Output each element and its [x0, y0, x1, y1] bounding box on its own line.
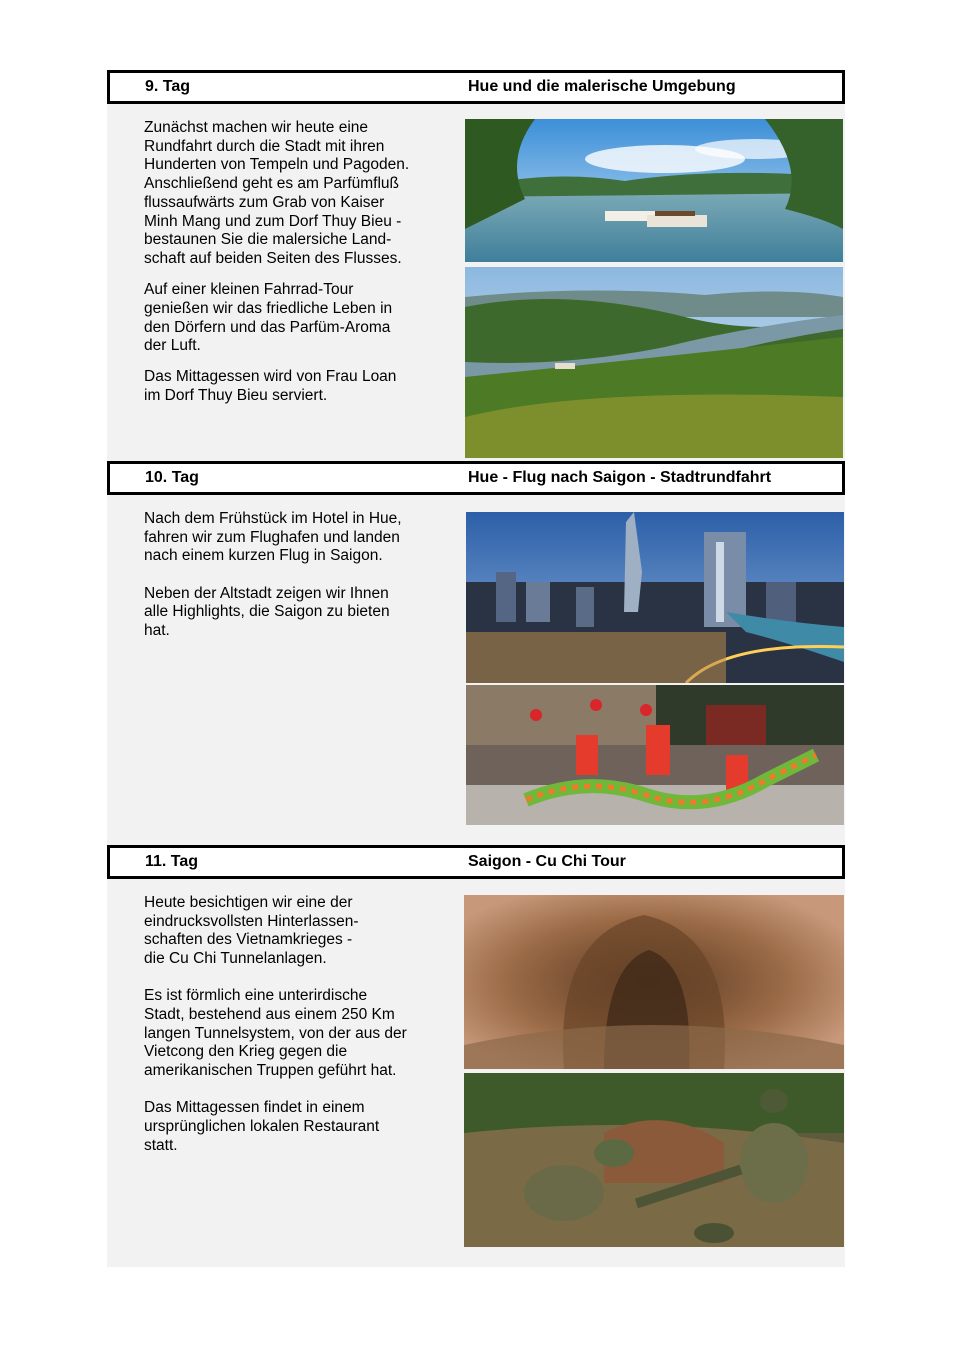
day-11-label: 11. Tag: [145, 853, 199, 870]
day-9-paragraph: Zunächst machen wir heute eine Rundfahrt durch die Stadt mit ihren Hunderten von Tempeln und Pagoden. Anschließend geht es am Parfümfluß flussaufwärts zum Grab von Kaiser Minh Mang und zum Dorf Thuy Bieu - bestaunen Sie die malersiche Land- schaft auf beiden Seiten des Flusses.: [144, 119, 410, 267]
day-9-label: 9. Tag: [145, 78, 191, 95]
river-landscape-photo: [465, 267, 843, 458]
day-11-paragraph: Heute besichtigen wir eine der eindrucksvollsten Hinterlassen- schaften des Vietnamkrieges - die Cu Chi Tunnelanlagen.: [144, 894, 359, 968]
cu-chi-tunnel-photo: [464, 895, 844, 1069]
day-11-paragraph: Es ist förmlich eine unterirdische Stadt, bestehend aus einem 250 Km langen Tunnelsystem, von der aus der Vietcong den Krieg gegen die amerikanischen Truppen geführt hat.: [144, 987, 407, 1080]
day-10-description: [144, 510, 434, 659]
day-10-paragraph: Neben der Altstadt zeigen wir Ihnen alle Highlights, die Saigon zu bieten hat.: [144, 584, 390, 640]
day-10-title: Hue - Flug nach Saigon - Stadtrundfahrt: [468, 469, 772, 486]
day-10-label: 10. Tag: [145, 469, 199, 486]
day-11-paragraph: Das Mittagessen findet in einem ursprünglichen lokalen Restaurant statt.: [144, 1099, 380, 1154]
day-9-paragraph: Auf einer kleinen Fahrrad-Tour genießen wir das friedliche Leben in den Dörfern und das Parfüm-Aroma der Luft.: [144, 281, 393, 355]
day-9-title: Hue und die malerische Umgebung: [468, 78, 736, 95]
soldiers-photo: [464, 1073, 844, 1247]
day-10-paragraph: Nach dem Frühstück im Hotel in Hue, fahren wir zum Flughafen und landen nach einem kurzen Flug in Saigon.: [144, 510, 402, 565]
day-11-description: [144, 894, 434, 1174]
day-9-paragraph: Das Mittagessen wird von Frau Loan im Dorf Thuy Bieu serviert.: [144, 368, 397, 405]
dragon-dance-photo: [466, 685, 844, 825]
day-9-description: [144, 119, 434, 418]
river-boat-photo: [465, 119, 843, 262]
day-10-header: [107, 461, 845, 495]
day-11-title: Saigon - Cu Chi Tour: [468, 853, 626, 870]
day-11-header: [107, 845, 845, 879]
saigon-skyline-photo: [466, 512, 844, 683]
day-9-header: [107, 70, 845, 104]
